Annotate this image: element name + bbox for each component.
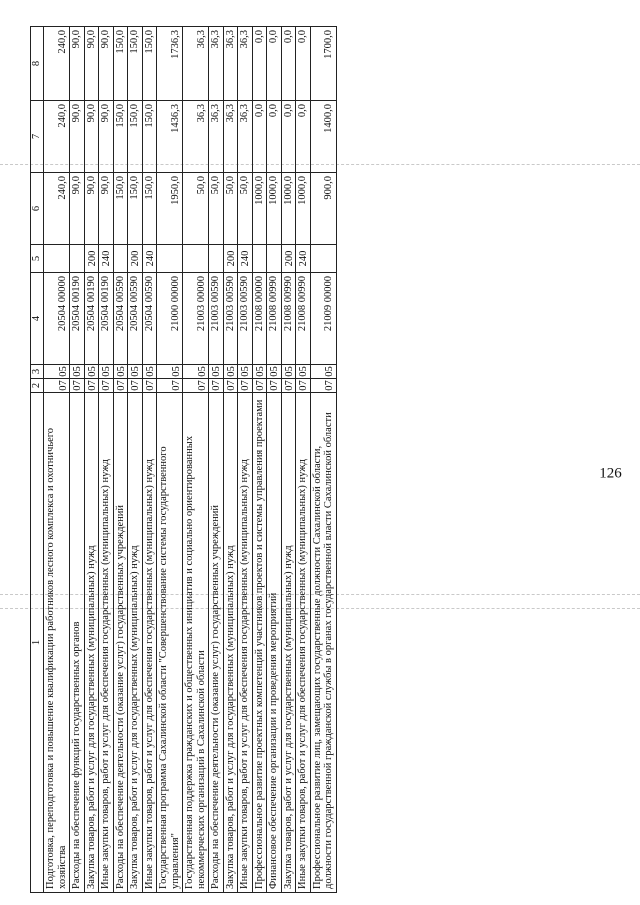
target-article-cell: 20504 00000	[44, 273, 70, 365]
row-name-cell: Закупка товаров, работ и услуг для государственных (муниципальных) нужд	[223, 393, 238, 893]
row-name-cell: Иные закупки товаров, работ и услуг для обеспечения государственных (муниципальных) нужд	[99, 393, 114, 893]
table-row	[142, 27, 157, 893]
amount-cell: 0,0	[296, 101, 311, 173]
amount-cell: 150,0	[128, 27, 143, 101]
row-name-cell: Государственная программа Сахалинской области "Совершенствование системы государственного управления"	[157, 393, 183, 893]
expense-type-cell: 240	[296, 245, 311, 273]
amount-cell: 36,3	[238, 27, 253, 101]
amount-cell: 150,0	[142, 101, 157, 173]
amount-cell: 0,0	[267, 101, 282, 173]
target-article-cell: 20504 00190	[84, 273, 99, 365]
amount-cell: 90,0	[99, 101, 114, 173]
amount-cell: 36,3	[223, 27, 238, 101]
expense-type-cell: 200	[223, 245, 238, 273]
amount-cell: 90,0	[70, 173, 85, 245]
amount-cell: 90,0	[84, 173, 99, 245]
target-article-cell: 21003 00000	[183, 273, 209, 365]
table-row	[128, 27, 143, 893]
section-code-cell: 07	[209, 379, 224, 393]
subsection-code-cell: 05	[209, 365, 224, 379]
amount-cell: 240,0	[44, 173, 70, 245]
expense-type-cell	[157, 245, 183, 273]
amount-cell: 90,0	[99, 27, 114, 101]
row-name-cell: Профессиональное развитие лиц, замещающих государственные должности Сахалинской области, должности государственной гражданской службы в органах государственной власти Сахалинской области	[310, 393, 336, 893]
header-cell: 4	[31, 273, 44, 365]
amount-cell: 150,0	[113, 101, 128, 173]
header-cell: 2	[31, 379, 44, 393]
amount-cell: 0,0	[281, 27, 296, 101]
header-cell: 3	[31, 365, 44, 379]
amount-cell: 36,3	[238, 101, 253, 173]
target-article-cell: 21003 00590	[209, 273, 224, 365]
subsection-code-cell: 05	[267, 365, 282, 379]
table-row	[281, 27, 296, 893]
expense-type-cell	[70, 245, 85, 273]
subsection-code-cell: 05	[223, 365, 238, 379]
subsection-code-cell: 05	[281, 365, 296, 379]
table-row	[183, 27, 209, 893]
table-row	[310, 27, 336, 893]
section-code-cell: 07	[252, 379, 267, 393]
expense-type-cell	[113, 245, 128, 273]
section-code-cell: 07	[281, 379, 296, 393]
section-code-cell: 07	[310, 379, 336, 393]
amount-cell: 36,3	[209, 27, 224, 101]
subsection-code-cell: 05	[238, 365, 253, 379]
section-code-cell: 07	[142, 379, 157, 393]
subsection-code-cell: 05	[84, 365, 99, 379]
target-article-cell: 20504 00190	[70, 273, 85, 365]
section-code-cell: 07	[223, 379, 238, 393]
amount-cell: 0,0	[267, 27, 282, 101]
target-article-cell: 21009 00000	[310, 273, 336, 365]
amount-cell: 50,0	[223, 173, 238, 245]
expense-type-cell: 200	[84, 245, 99, 273]
amount-cell: 50,0	[238, 173, 253, 245]
amount-cell: 0,0	[252, 27, 267, 101]
section-code-cell: 07	[44, 379, 70, 393]
header-cell: 6	[31, 173, 44, 245]
target-article-cell: 21000 00000	[157, 273, 183, 365]
row-name-cell: Финансовое обеспечение организации и проведения мероприятий	[267, 393, 282, 893]
expense-type-cell: 200	[281, 245, 296, 273]
header-cell: 8	[31, 27, 44, 101]
table-row	[209, 27, 224, 893]
expense-type-cell	[44, 245, 70, 273]
row-name-cell: Профессиональное развитие проектных компетенций участников проектов и системы управления проектами	[252, 393, 267, 893]
amount-cell: 1736,3	[157, 27, 183, 101]
target-article-cell: 20504 00590	[113, 273, 128, 365]
section-code-cell: 07	[128, 379, 143, 393]
expense-type-cell	[209, 245, 224, 273]
subsection-code-cell: 05	[99, 365, 114, 379]
row-name-cell: Расходы на обеспечение деятельности (оказание услуг) государственных учреждений	[209, 393, 224, 893]
subsection-code-cell: 05	[252, 365, 267, 379]
amount-cell: 1000,0	[281, 173, 296, 245]
amount-cell: 1000,0	[267, 173, 282, 245]
amount-cell: 0,0	[252, 101, 267, 173]
row-name-cell: Расходы на обеспечение деятельности (оказание услуг) государственных учреждений	[113, 393, 128, 893]
expense-type-cell	[267, 245, 282, 273]
subsection-code-cell: 05	[113, 365, 128, 379]
amount-cell: 150,0	[142, 173, 157, 245]
amount-cell: 150,0	[128, 173, 143, 245]
amount-cell: 1400,0	[310, 101, 336, 173]
target-article-cell: 21008 00000	[252, 273, 267, 365]
section-code-cell: 07	[113, 379, 128, 393]
target-article-cell: 20504 00190	[99, 273, 114, 365]
table-row	[267, 27, 282, 893]
table-row	[113, 27, 128, 893]
amount-cell: 50,0	[183, 173, 209, 245]
table-row	[99, 27, 114, 893]
amount-cell: 90,0	[84, 101, 99, 173]
subsection-code-cell: 05	[310, 365, 336, 379]
amount-cell: 36,3	[183, 27, 209, 101]
table-row	[157, 27, 183, 893]
section-code-cell: 07	[84, 379, 99, 393]
section-code-cell: 07	[157, 379, 183, 393]
target-article-cell: 21003 00590	[238, 273, 253, 365]
row-name-cell: Подготовка, переподготовка и повышение квалификации работников лесного комплекса и охотничьего хозяйства	[44, 393, 70, 893]
table-row	[296, 27, 311, 893]
table-row	[84, 27, 99, 893]
expense-type-cell	[252, 245, 267, 273]
table-row	[70, 27, 85, 893]
row-name-cell: Иные закупки товаров, работ и услуг для обеспечения государственных (муниципальных) нужд	[142, 393, 157, 893]
section-code-cell: 07	[99, 379, 114, 393]
subsection-code-cell: 05	[142, 365, 157, 379]
table-row	[44, 27, 70, 893]
row-name-cell: Государственная поддержка гражданских и общественных инициатив и социально ориентированных некоммерческих организаций в Сахалинской области	[183, 393, 209, 893]
amount-cell: 90,0	[70, 101, 85, 173]
target-article-cell: 21008 00990	[267, 273, 282, 365]
amount-cell: 0,0	[296, 27, 311, 101]
amount-cell: 0,0	[281, 101, 296, 173]
header-cell: 1	[31, 393, 44, 893]
section-code-cell: 07	[70, 379, 85, 393]
amount-cell: 36,3	[209, 101, 224, 173]
expense-type-cell: 200	[128, 245, 143, 273]
page-number: 126	[599, 465, 622, 482]
amount-cell: 1436,3	[157, 101, 183, 173]
expense-type-cell: 240	[142, 245, 157, 273]
amount-cell: 900,0	[310, 173, 336, 245]
expense-type-cell: 240	[99, 245, 114, 273]
amount-cell: 36,3	[223, 101, 238, 173]
subsection-code-cell: 05	[70, 365, 85, 379]
subsection-code-cell: 05	[128, 365, 143, 379]
target-article-cell: 20504 00590	[128, 273, 143, 365]
expense-type-cell: 240	[238, 245, 253, 273]
subsection-code-cell: 05	[183, 365, 209, 379]
amount-cell: 150,0	[128, 101, 143, 173]
row-name-cell: Закупка товаров, работ и услуг для государственных (муниципальных) нужд	[281, 393, 296, 893]
subsection-code-cell: 05	[157, 365, 183, 379]
table-row	[238, 27, 253, 893]
amount-cell: 36,3	[183, 101, 209, 173]
table-row	[252, 27, 267, 893]
expense-type-cell	[310, 245, 336, 273]
amount-cell: 90,0	[99, 173, 114, 245]
row-name-cell: Закупка товаров, работ и услуг для государственных (муниципальных) нужд	[84, 393, 99, 893]
amount-cell: 50,0	[209, 173, 224, 245]
amount-cell: 150,0	[142, 27, 157, 101]
budget-table	[30, 26, 337, 893]
amount-cell: 150,0	[113, 27, 128, 101]
amount-cell: 1000,0	[252, 173, 267, 245]
target-article-cell: 20504 00590	[142, 273, 157, 365]
row-name-cell: Закупка товаров, работ и услуг для государственных (муниципальных) нужд	[128, 393, 143, 893]
amount-cell: 1000,0	[296, 173, 311, 245]
header-cell: 7	[31, 101, 44, 173]
subsection-code-cell: 05	[44, 365, 70, 379]
section-code-cell: 07	[238, 379, 253, 393]
header-cell: 5	[31, 245, 44, 273]
header-row	[31, 27, 44, 893]
expense-type-cell	[183, 245, 209, 273]
row-name-cell: Расходы на обеспечение функций государственных органов	[70, 393, 85, 893]
row-name-cell: Иные закупки товаров, работ и услуг для обеспечения государственных (муниципальных) нужд	[238, 393, 253, 893]
amount-cell: 1950,0	[157, 173, 183, 245]
row-name-cell: Иные закупки товаров, работ и услуг для обеспечения государственных (муниципальных) нужд	[296, 393, 311, 893]
target-article-cell: 21008 00990	[296, 273, 311, 365]
amount-cell: 150,0	[113, 173, 128, 245]
amount-cell: 90,0	[70, 27, 85, 101]
amount-cell: 240,0	[44, 101, 70, 173]
section-code-cell: 07	[183, 379, 209, 393]
target-article-cell: 21008 00990	[281, 273, 296, 365]
subsection-code-cell: 05	[296, 365, 311, 379]
section-code-cell: 07	[296, 379, 311, 393]
amount-cell: 1700,0	[310, 27, 336, 101]
table-row	[223, 27, 238, 893]
amount-cell: 90,0	[84, 27, 99, 101]
section-code-cell: 07	[267, 379, 282, 393]
target-article-cell: 21003 00590	[223, 273, 238, 365]
amount-cell: 240,0	[44, 27, 70, 101]
